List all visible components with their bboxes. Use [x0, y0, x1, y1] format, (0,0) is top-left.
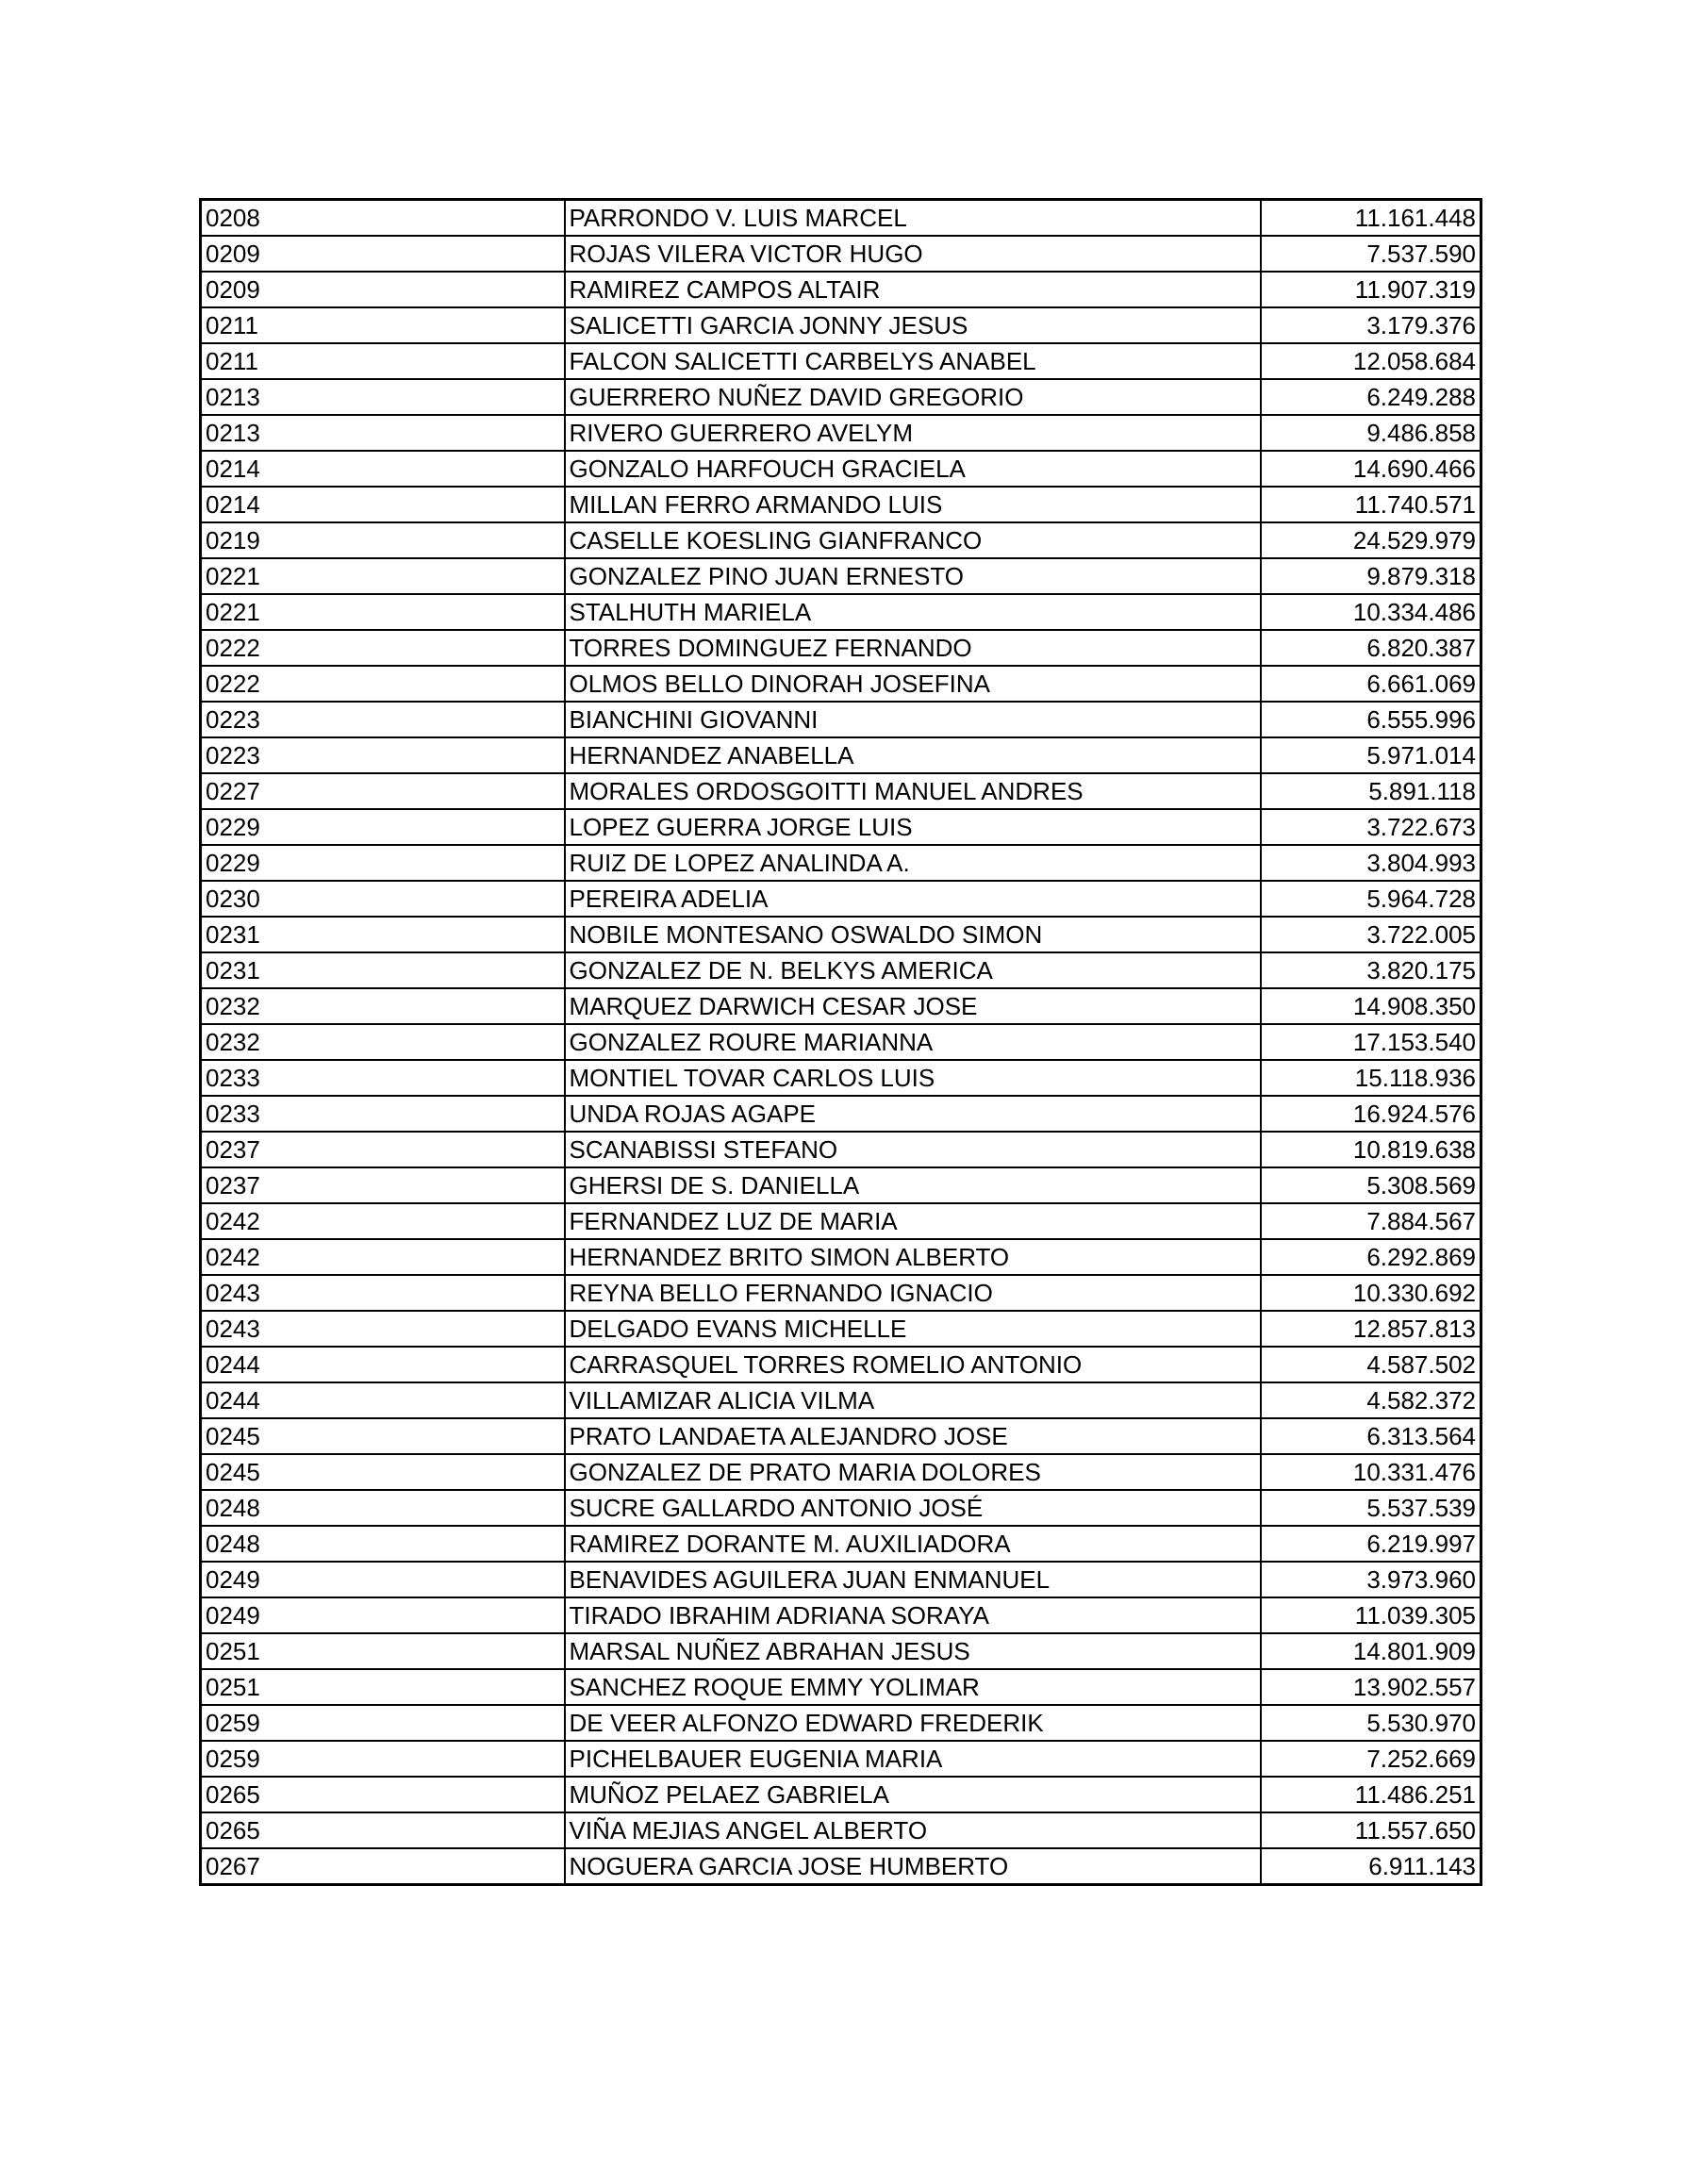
amount-cell: 4.582.372 — [1261, 1382, 1481, 1418]
amount-cell: 5.891.118 — [1261, 773, 1481, 809]
name-cell: TIRADO IBRAHIM ADRIANA SORAYA — [565, 1597, 1261, 1633]
code-cell: 0208 — [201, 200, 565, 237]
amount-cell: 6.820.387 — [1261, 630, 1481, 666]
code-cell: 0222 — [201, 630, 565, 666]
code-cell: 0209 — [201, 272, 565, 307]
code-cell: 0233 — [201, 1060, 565, 1096]
name-cell: DELGADO EVANS MICHELLE — [565, 1311, 1261, 1347]
table-row — [201, 1741, 1481, 1777]
name-cell: CARRASQUEL TORRES ROMELIO ANTONIO — [565, 1347, 1261, 1382]
name-cell: GONZALEZ DE PRATO MARIA DOLORES — [565, 1454, 1261, 1490]
table-row — [201, 630, 1481, 666]
code-cell: 0223 — [201, 702, 565, 737]
name-cell: LOPEZ GUERRA JORGE LUIS — [565, 809, 1261, 845]
table-row — [201, 1526, 1481, 1562]
amount-cell: 5.530.970 — [1261, 1705, 1481, 1741]
table-row — [201, 702, 1481, 737]
name-cell: GONZALEZ PINO JUAN ERNESTO — [565, 558, 1261, 594]
amount-cell: 6.661.069 — [1261, 666, 1481, 702]
code-cell: 0230 — [201, 881, 565, 917]
amount-cell: 11.039.305 — [1261, 1597, 1481, 1633]
amount-cell: 6.219.997 — [1261, 1526, 1481, 1562]
amount-cell: 9.879.318 — [1261, 558, 1481, 594]
code-cell: 0233 — [201, 1096, 565, 1132]
amount-cell: 3.973.960 — [1261, 1562, 1481, 1597]
table-row — [201, 809, 1481, 845]
name-cell: MARSAL NUÑEZ ABRAHAN JESUS — [565, 1633, 1261, 1669]
code-cell: 0249 — [201, 1597, 565, 1633]
code-cell: 0265 — [201, 1777, 565, 1812]
amount-cell: 10.330.692 — [1261, 1275, 1481, 1311]
amount-cell: 12.857.813 — [1261, 1311, 1481, 1347]
name-cell: FALCON SALICETTI CARBELYS ANABEL — [565, 343, 1261, 379]
table-row — [201, 1418, 1481, 1454]
amount-cell: 12.058.684 — [1261, 343, 1481, 379]
table-row — [201, 1562, 1481, 1597]
code-cell: 0232 — [201, 988, 565, 1024]
name-cell: BENAVIDES AGUILERA JUAN ENMANUEL — [565, 1562, 1261, 1597]
data-table — [199, 198, 1482, 1886]
table-row — [201, 1132, 1481, 1167]
name-cell: OLMOS BELLO DINORAH JOSEFINA — [565, 666, 1261, 702]
table-row — [201, 522, 1481, 558]
table-row — [201, 343, 1481, 379]
name-cell: MORALES ORDOSGOITTI MANUEL ANDRES — [565, 773, 1261, 809]
name-cell: FERNANDEZ LUZ DE MARIA — [565, 1203, 1261, 1239]
code-cell: 0211 — [201, 307, 565, 343]
amount-cell: 15.118.936 — [1261, 1060, 1481, 1096]
amount-cell: 10.331.476 — [1261, 1454, 1481, 1490]
code-cell: 0237 — [201, 1132, 565, 1167]
table-row — [201, 272, 1481, 307]
amount-cell: 10.819.638 — [1261, 1132, 1481, 1167]
table-row — [201, 1167, 1481, 1203]
code-cell: 0209 — [201, 236, 565, 272]
code-cell: 0245 — [201, 1454, 565, 1490]
table-row — [201, 1705, 1481, 1741]
code-cell: 0259 — [201, 1741, 565, 1777]
table-row — [201, 1239, 1481, 1275]
table-row — [201, 1060, 1481, 1096]
code-cell: 0213 — [201, 415, 565, 451]
table-body — [201, 200, 1481, 1885]
table-row — [201, 1490, 1481, 1526]
table-row — [201, 1633, 1481, 1669]
name-cell: HERNANDEZ ANABELLA — [565, 737, 1261, 773]
name-cell: PARRONDO V. LUIS MARCEL — [565, 200, 1261, 237]
table-row — [201, 451, 1481, 487]
code-cell: 0249 — [201, 1562, 565, 1597]
code-cell: 0248 — [201, 1526, 565, 1562]
table-row — [201, 1311, 1481, 1347]
amount-cell: 11.740.571 — [1261, 487, 1481, 522]
amount-cell: 11.907.319 — [1261, 272, 1481, 307]
code-cell: 0231 — [201, 952, 565, 988]
amount-cell: 5.964.728 — [1261, 881, 1481, 917]
name-cell: CASELLE KOESLING GIANFRANCO — [565, 522, 1261, 558]
code-cell: 0229 — [201, 845, 565, 881]
name-cell: NOBILE MONTESANO OSWALDO SIMON — [565, 917, 1261, 952]
code-cell: 0227 — [201, 773, 565, 809]
amount-cell: 6.313.564 — [1261, 1418, 1481, 1454]
amount-cell: 9.486.858 — [1261, 415, 1481, 451]
table-row — [201, 487, 1481, 522]
code-cell: 0219 — [201, 522, 565, 558]
table-row — [201, 881, 1481, 917]
amount-cell: 16.924.576 — [1261, 1096, 1481, 1132]
name-cell: GUERRERO NUÑEZ DAVID GREGORIO — [565, 379, 1261, 415]
amount-cell: 13.902.557 — [1261, 1669, 1481, 1705]
name-cell: SUCRE GALLARDO ANTONIO JOSÉ — [565, 1490, 1261, 1526]
name-cell: RAMIREZ CAMPOS ALTAIR — [565, 272, 1261, 307]
table-row — [201, 1024, 1481, 1060]
name-cell: GONZALO HARFOUCH GRACIELA — [565, 451, 1261, 487]
amount-cell: 5.308.569 — [1261, 1167, 1481, 1203]
code-cell: 0248 — [201, 1490, 565, 1526]
amount-cell: 11.557.650 — [1261, 1812, 1481, 1848]
table-row — [201, 988, 1481, 1024]
code-cell: 0242 — [201, 1239, 565, 1275]
table-row — [201, 1597, 1481, 1633]
table-row — [201, 773, 1481, 809]
name-cell: MILLAN FERRO ARMANDO LUIS — [565, 487, 1261, 522]
name-cell: UNDA ROJAS AGAPE — [565, 1096, 1261, 1132]
code-cell: 0244 — [201, 1382, 565, 1418]
code-cell: 0265 — [201, 1812, 565, 1848]
table-row — [201, 1454, 1481, 1490]
table-row — [201, 1096, 1481, 1132]
name-cell: BIANCHINI GIOVANNI — [565, 702, 1261, 737]
amount-cell: 7.252.669 — [1261, 1741, 1481, 1777]
table-row — [201, 952, 1481, 988]
code-cell: 0222 — [201, 666, 565, 702]
code-cell: 0231 — [201, 917, 565, 952]
amount-cell: 3.804.993 — [1261, 845, 1481, 881]
code-cell: 0214 — [201, 451, 565, 487]
name-cell: SCANABISSI STEFANO — [565, 1132, 1261, 1167]
amount-cell: 6.249.288 — [1261, 379, 1481, 415]
amount-cell: 11.486.251 — [1261, 1777, 1481, 1812]
table-row — [201, 1812, 1481, 1848]
name-cell: REYNA BELLO FERNANDO IGNACIO — [565, 1275, 1261, 1311]
table-row — [201, 1777, 1481, 1812]
table-row — [201, 737, 1481, 773]
amount-cell: 3.722.673 — [1261, 809, 1481, 845]
name-cell: PEREIRA ADELIA — [565, 881, 1261, 917]
code-cell: 0245 — [201, 1418, 565, 1454]
amount-cell: 24.529.979 — [1261, 522, 1481, 558]
amount-cell: 17.153.540 — [1261, 1024, 1481, 1060]
code-cell: 0211 — [201, 343, 565, 379]
table-row — [201, 666, 1481, 702]
table-row — [201, 594, 1481, 630]
code-cell: 0251 — [201, 1669, 565, 1705]
name-cell: MONTIEL TOVAR CARLOS LUIS — [565, 1060, 1261, 1096]
table-row — [201, 379, 1481, 415]
name-cell: GHERSI DE S. DANIELLA — [565, 1167, 1261, 1203]
amount-cell: 7.537.590 — [1261, 236, 1481, 272]
amount-cell: 3.179.376 — [1261, 307, 1481, 343]
code-cell: 0251 — [201, 1633, 565, 1669]
code-cell: 0214 — [201, 487, 565, 522]
amount-cell: 14.908.350 — [1261, 988, 1481, 1024]
name-cell: DE VEER ALFONZO EDWARD FREDERIK — [565, 1705, 1261, 1741]
table-row — [201, 558, 1481, 594]
amount-cell: 4.587.502 — [1261, 1347, 1481, 1382]
name-cell: NOGUERA GARCIA JOSE HUMBERTO — [565, 1848, 1261, 1885]
table-row — [201, 1382, 1481, 1418]
amount-cell: 7.884.567 — [1261, 1203, 1481, 1239]
name-cell: GONZALEZ ROURE MARIANNA — [565, 1024, 1261, 1060]
name-cell: RUIZ DE LOPEZ ANALINDA A. — [565, 845, 1261, 881]
amount-cell: 5.537.539 — [1261, 1490, 1481, 1526]
name-cell: MUÑOZ PELAEZ GABRIELA — [565, 1777, 1261, 1812]
code-cell: 0213 — [201, 379, 565, 415]
table-row — [201, 200, 1481, 237]
table-row — [201, 415, 1481, 451]
amount-cell: 6.555.996 — [1261, 702, 1481, 737]
amount-cell: 6.911.143 — [1261, 1848, 1481, 1885]
code-cell: 0229 — [201, 809, 565, 845]
name-cell: STALHUTH MARIELA — [565, 594, 1261, 630]
table-row — [201, 1275, 1481, 1311]
table-row — [201, 1848, 1481, 1885]
name-cell: GONZALEZ DE N. BELKYS AMERICA — [565, 952, 1261, 988]
name-cell: PRATO LANDAETA ALEJANDRO JOSE — [565, 1418, 1261, 1454]
amount-cell: 11.161.448 — [1261, 200, 1481, 237]
code-cell: 0232 — [201, 1024, 565, 1060]
name-cell: PICHELBAUER EUGENIA MARIA — [565, 1741, 1261, 1777]
code-cell: 0267 — [201, 1848, 565, 1885]
name-cell: SALICETTI GARCIA JONNY JESUS — [565, 307, 1261, 343]
table-row — [201, 307, 1481, 343]
amount-cell: 3.722.005 — [1261, 917, 1481, 952]
amount-cell: 6.292.869 — [1261, 1239, 1481, 1275]
name-cell: SANCHEZ ROQUE EMMY YOLIMAR — [565, 1669, 1261, 1705]
amount-cell: 10.334.486 — [1261, 594, 1481, 630]
name-cell: HERNANDEZ BRITO SIMON ALBERTO — [565, 1239, 1261, 1275]
code-cell: 0243 — [201, 1311, 565, 1347]
amount-cell: 3.820.175 — [1261, 952, 1481, 988]
code-cell: 0259 — [201, 1705, 565, 1741]
code-cell: 0223 — [201, 737, 565, 773]
amount-cell: 14.801.909 — [1261, 1633, 1481, 1669]
name-cell: RIVERO GUERRERO AVELYM — [565, 415, 1261, 451]
name-cell: TORRES DOMINGUEZ FERNANDO — [565, 630, 1261, 666]
table-row — [201, 1347, 1481, 1382]
name-cell: ROJAS VILERA VICTOR HUGO — [565, 236, 1261, 272]
table-row — [201, 236, 1481, 272]
code-cell: 0243 — [201, 1275, 565, 1311]
table-row — [201, 1669, 1481, 1705]
name-cell: RAMIREZ DORANTE M. AUXILIADORA — [565, 1526, 1261, 1562]
table-row — [201, 1203, 1481, 1239]
name-cell: VILLAMIZAR ALICIA VILMA — [565, 1382, 1261, 1418]
code-cell: 0244 — [201, 1347, 565, 1382]
name-cell: VIÑA MEJIAS ANGEL ALBERTO — [565, 1812, 1261, 1848]
code-cell: 0242 — [201, 1203, 565, 1239]
name-cell: MARQUEZ DARWICH CESAR JOSE — [565, 988, 1261, 1024]
amount-cell: 14.690.466 — [1261, 451, 1481, 487]
code-cell: 0237 — [201, 1167, 565, 1203]
table-row — [201, 845, 1481, 881]
code-cell: 0221 — [201, 594, 565, 630]
code-cell: 0221 — [201, 558, 565, 594]
amount-cell: 5.971.014 — [1261, 737, 1481, 773]
table-row — [201, 917, 1481, 952]
